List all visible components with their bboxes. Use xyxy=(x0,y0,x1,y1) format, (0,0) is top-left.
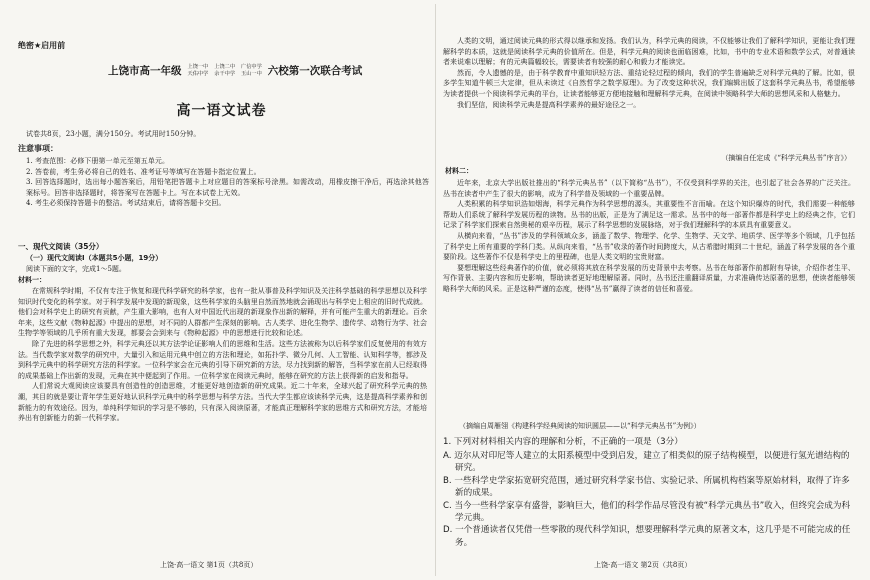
school-name: 广信中学 xyxy=(241,63,262,70)
material-two-label: 材料二： xyxy=(445,167,473,175)
page-one xyxy=(14,0,429,580)
material-two-text xyxy=(443,178,855,295)
paragraph: 要想理解这些经典著作的价值，就必须将其放在科学发展的历史背景中去考察。丛书在每部著作前都附有导读，介绍作者生平、写作背景、主要内容和历史影响，帮助读者更好地理解原著。同时，丛书还注重翻译质量，力求准确传达原著的思想，使读者能够领略科学大师的风采。正是这种严谨的态度，使得“丛书”赢得了读者的信任和喜爱。 xyxy=(443,263,855,293)
school-list xyxy=(188,64,262,77)
school-name: 天佑中学 xyxy=(187,70,209,77)
page-footer: 上饶·高一语文 第1页（共8页） xyxy=(160,561,258,569)
school-name: 上饶一中 xyxy=(187,63,209,70)
exam-header-line xyxy=(108,63,429,78)
option-d: D. 一个普通读者仅凭借一些零散的现代科学知识，想要理解科学元典的原著文本，这几乎是不可能完成的任务。 xyxy=(443,525,851,548)
note-item: 1. 考查范围：必修下册第一单元至第五单元。 xyxy=(26,157,170,165)
secret-label: 绝密★启用前 xyxy=(18,41,66,50)
school-name: 上饶二中 xyxy=(214,63,236,70)
question-options xyxy=(443,450,855,549)
material-two-source: （摘编自周雁翎《构建科学经典阅读的知识圆层——以“科学元典丛书”为例》） xyxy=(459,422,701,430)
material-one-source: （摘编自任定成《“科学元典丛书”序言》） xyxy=(721,154,851,162)
note-item: 4. 考生必须保持答题卡的整洁。考试结束后，请将答题卡交回。 xyxy=(26,199,226,208)
notes-title: 注意事项： xyxy=(18,144,58,153)
question-stem: 1. 下列对材料相关内容的理解和分析，不正确的一项是（3分） xyxy=(443,437,683,447)
option-b: B. 一些科学史学家拓宽研究范围，通过研究科学家书信、实验记录、所属机构档案等原始材料，取得了许多新的成果。 xyxy=(443,475,850,499)
paragraph: 近年来，北京大学出版社推出的“科学元典丛书”（以下简称“丛书”），不仅受到科学界的关注，也引起了社会各界的广泛关注。丛书在读者中产生了很大的影响，成为了科学普及领域的一个重要品牌。 xyxy=(443,179,855,198)
option-a: A. 迈尔从对印尼等人建立的太阳系模型中受到启发，建立了相类似的原子结构模型，以便进行氢光谱结构的研究。 xyxy=(443,451,850,474)
section-heading: 一、现代文阅读（35分） xyxy=(18,242,104,251)
reading-instruction: 阅读下面的文字，完成1～5题。 xyxy=(26,265,126,273)
exam-meta: 试卷共8页，23小题，满分150分。考试用时150分钟。 xyxy=(26,130,201,138)
paragraph: 然而，令人遗憾的是，由于科学教育中重知识轻方法、重结论轻过程的倾向，我们的学生普遍缺乏对科学元典的了解。比如，很多学生知道牛顿三大定律，但从未读过《自然哲学之数学原理》。为了改变这种状况，我们编辑出版了这套科学元典丛书，希望能够为读者提供一个阅读科学元典的平台，让读者能够更方便地接触和理解科学元典，在阅读中领略科学大师的思想风采和人格魅力。 xyxy=(443,68,855,98)
material-one-label: 材料一： xyxy=(18,276,46,284)
paragraph: 我们坚信，阅读科学元典是提高科学素养的最好途径之一。 xyxy=(457,100,641,109)
exam-title: 高一语文试卷 xyxy=(176,103,267,119)
paragraph: 从横向来看，“丛书”涉及的学科领域众多，涵盖了数学、物理学、化学、生物学、天文学、地质学、医学等多个领域，几乎包括了科学史上所有重要的学科门类。从纵向来看，“丛书”收录的著作时间跨度大，从古希腊时期到二十世纪，涵盖了科学发展的各个重要阶段。这些著作不仅是科学史上的里程碑，也是人类文明的宝贵财富。 xyxy=(443,231,855,262)
page-footer: 上饶·高一语文 第2页（共8页） xyxy=(594,561,692,569)
note-item: 2. 答卷前，考生务必将自己的姓名、准考证号等填写在答题卡指定位置上。 xyxy=(26,167,261,176)
subsection-heading: （一）现代文阅读Ⅰ（本题共5小题，19分） xyxy=(26,254,163,262)
paragraph: 人类的文明，通过阅读元典的形式得以继承和发扬。我们认为，科学元典的阅读，不仅能够让我们了解科学知识，更能让我们理解科学的本质，这就是阅读科学元典的价值所在。但是，科学元典的阅读也面临困难，比如，书中的专业术语和数学公式，对普通读者来说难以理解；有的元典篇幅较长，需要读者有较强的耐心和毅力才能读完。 xyxy=(443,37,855,67)
material-one-text xyxy=(18,286,427,424)
page-divider xyxy=(435,4,436,576)
region-name: 上饶市高一年级 xyxy=(108,65,182,77)
school-name: 余干中学 xyxy=(214,70,236,77)
school-name: 玉山一中 xyxy=(241,70,262,77)
material-one-continued xyxy=(443,36,855,110)
paragraph: 除了先进的科学思想之外，科学元典还以其方法学论证影响人们的思维和生活。这些方法被称为以后科学家们反复使用的有效方法。当代数学家对数学的研究中，大量引入和运用元典中创立的方法和理论，如拓扑学、微分几何、人工智能、认知科学等，都涉及到科学元典中的科学研究方法的科学家。一位科学家会在元典的引导下研究新的方法，尽力找到新的解答，当科学家在前人已经取得的成果基础上作出新的发现，元典在其中便起到了作用。一位科学家在阅读元典时，能够在研究的方法上获得新的启发和指导。 xyxy=(18,339,427,380)
notes-list xyxy=(26,156,429,209)
page-two xyxy=(441,0,857,580)
exam-name: 六校第一次联合考试 xyxy=(267,65,363,77)
note-item: 3. 回答选择题时，选出每小题答案后，用铅笔把答题卡上对应题目的答案标号涂黑。如需改动，用橡皮擦干净后，再选涂其他答案标号。回答非选择题时，将答案写在答题卡上。写在本试卷上无效。 xyxy=(26,178,429,197)
option-c: C. 当今一些科学家享有盛誉，影响巨大，他们的科学作品尽管没有被“科学元典丛书”收入，但终究会成为科学元典。 xyxy=(443,500,851,524)
paragraph: 人类积累的科学知识浩如烟海，科学元典作为科学思想的源头，其重要性不言而喻。在这个知识爆炸的时代，我们需要一种能够帮助人们系统了解科学发展历程的读物。丛书的出版，正是为了满足这一需求。丛书中的每一部著作都是科学史上的经典之作，它们记录了科学家们探索自然奥秘的艰辛历程，展示了科学思想的发展脉络，对于我们理解科学的本质具有重要意义。 xyxy=(443,200,855,230)
paragraph: 在常规科学时期，不仅有专注于恢复和现代科学研究的科学家，也有一批从事普及科学知识及关注科学基础的科学思想以及科学知识时代变化的科学家。对于科学发展中发现的新现象，这些科学家的头脑里自然而然地就会涌现出与科学史上相应的旧时代成就。他们会对科学史上的研究有贡献，产生重大影响，也有人对中国近代出现的新现象作出新的解释，并有可能产生重大的新理论。百余年来，这些文献《物种起源》中提出的思想，对不同的人群都产生深刻的影响。古人类学、进化生物学、遗传学、动物行为学、社会生物学等领域的几乎所有重大发现，都要会会到来与《物种起源》中的思想进行比较和论述。 xyxy=(18,287,427,338)
paragraph: 人们常说大观阅读应该要具有创造性的创造思维，才能更好地创造新的研究成果。近二十年来，全球兴起了研究科学元典的热潮，其目的就是要让青年学生更好地认识科学元典中的科学思想与科学方法。当代大学生都应该读科学元典，这是提高科学素养和创新能力的有效途径。因为，单纯科学知识的学习是不够的，只有深入阅读原著，才能真正理解科学家的思维方式和研究方法，才能培养出有创新能力的新一代科学家。 xyxy=(18,382,427,423)
